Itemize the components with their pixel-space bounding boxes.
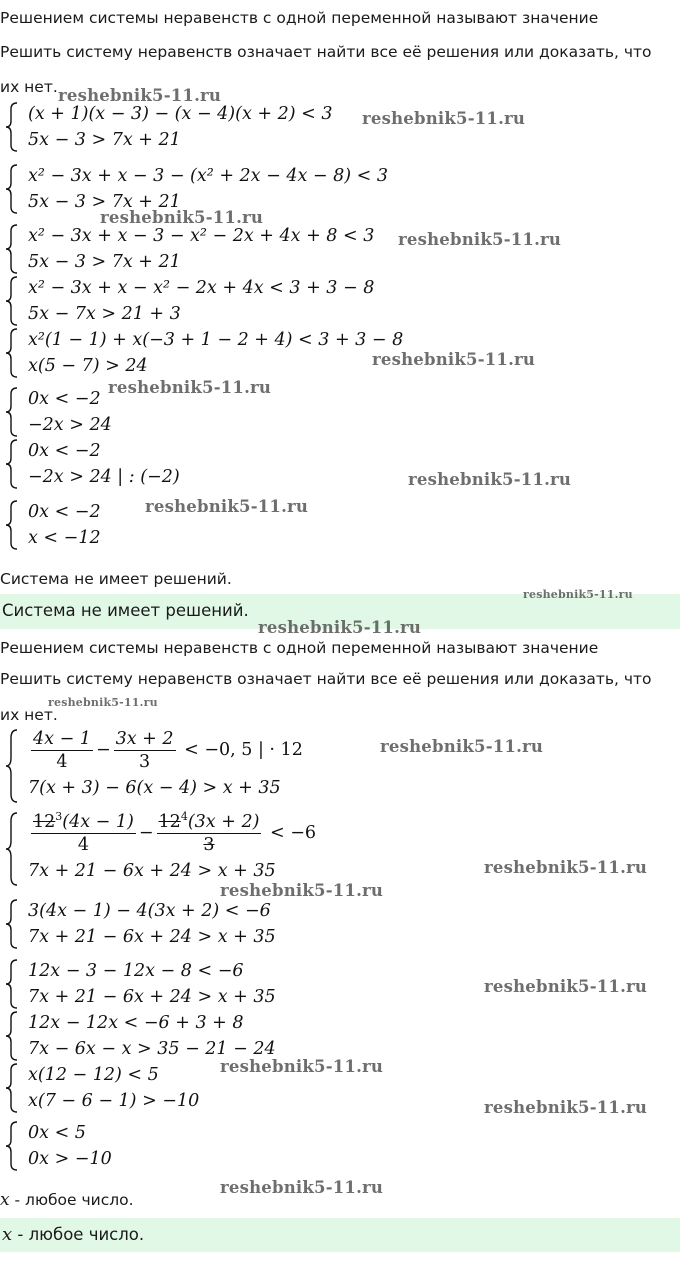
inequality-line: 5x − 3 > 7x + 21 xyxy=(28,252,181,272)
fraction: $\frac{4x - 1}{4}$ xyxy=(33,729,91,772)
watermark: reshebnik5-11.ru xyxy=(48,696,158,709)
inequality-line: x² − 3x + x − x² − 2x + 4x < 3 + 3 − 8 xyxy=(28,278,375,298)
watermark: reshebnik5-11.ru xyxy=(372,350,536,369)
brace-icon xyxy=(4,898,20,950)
watermark: reshebnik5-11.ru xyxy=(484,977,648,996)
brace-icon xyxy=(4,811,20,887)
fraction: $\frac{12^4(3x + 2)}{3}$ xyxy=(158,810,260,855)
inequality-line: $\frac{4x - 1}{4}$ − $\frac{3x + 2}{3}$ < −0, 5 | · 12 xyxy=(33,729,303,772)
inequality-line: 7x − 6x − x > 35 − 21 − 24 xyxy=(28,1039,276,1059)
inequality-line: 5x − 3 > 7x + 21 xyxy=(28,130,181,150)
inequality-line: 7x + 21 − 6x + 24 > x + 35 xyxy=(28,987,276,1007)
inequality-line: $\frac{12^3(4x - 1)}{4}$ − $\frac{12^4(3x + 2)}{3}$ < −6 xyxy=(33,810,317,855)
watermark: reshebnik5-11.ru xyxy=(258,618,422,637)
inequality-line: 7x + 21 − 6x + 24 > x + 35 xyxy=(28,861,276,881)
answer-text: Система не имеет решений. xyxy=(2,601,249,620)
inequality-line: x² − 3x + x − 3 − (x² + 2x − 4x − 8) < 3 xyxy=(28,166,389,186)
inequality-line: 7(x + 3) − 6(x − 4) > x + 35 xyxy=(28,778,281,798)
fraction: $\frac{3x + 2}{3}$ xyxy=(115,729,174,772)
inequality-line: 12x − 12x < −6 + 3 + 8 xyxy=(28,1013,244,1033)
brace-icon xyxy=(4,499,20,551)
inequality-line: 5x − 3 > 7x + 21 xyxy=(28,192,181,212)
watermark: reshebnik5-11.ru xyxy=(484,858,648,877)
watermark: reshebnik5-11.ru xyxy=(58,86,222,105)
brace-icon xyxy=(4,163,20,215)
watermark: reshebnik5-11.ru xyxy=(523,588,633,601)
brace-icon xyxy=(4,223,20,379)
inequality-line: −2x > 24 | : (−2) xyxy=(28,467,180,487)
watermark: reshebnik5-11.ru xyxy=(220,1057,384,1076)
brace-icon xyxy=(4,101,20,153)
inequality-line: x < −12 xyxy=(28,528,101,548)
brace-icon xyxy=(4,728,20,804)
watermark: reshebnik5-11.ru xyxy=(408,470,572,489)
inequality-line: 0x < 5 xyxy=(28,1123,86,1143)
answer-text: x - любое число. xyxy=(2,1224,145,1245)
inequality-line: x² − 3x + x − 3 − x² − 2x + 4x + 8 < 3 xyxy=(28,226,375,246)
watermark: reshebnik5-11.ru xyxy=(145,497,309,516)
watermark: reshebnik5-11.ru xyxy=(100,208,264,227)
fraction: $\frac{12^3(4x - 1)}{4}$ xyxy=(33,810,134,855)
inequality-line: x²(1 − 1) + x(−3 + 1 − 2 + 4) < 3 + 3 − 8 xyxy=(28,330,404,350)
definition-text: Решением системы неравенств с одной переменной называют значение xyxy=(0,9,599,27)
conclusion-text: x - любое число. xyxy=(0,1190,134,1210)
watermark: reshebnik5-11.ru xyxy=(220,881,384,900)
watermark: reshebnik5-11.ru xyxy=(484,1098,648,1117)
inequality-line: 3(4x − 1) − 4(3x + 2) < −6 xyxy=(28,901,271,921)
goal-text-line2: их нет. xyxy=(0,706,58,724)
watermark: reshebnik5-11.ru xyxy=(362,109,526,128)
inequality-line: −2x > 24 xyxy=(28,415,112,435)
inequality-line: 5x − 7x > 21 + 3 xyxy=(28,304,181,324)
inequality-line: 0x < −2 xyxy=(28,441,101,461)
inequality-line: 12x − 3 − 12x − 8 < −6 xyxy=(28,961,244,981)
goal-text-line2: их нет. xyxy=(0,78,58,96)
inequality-line: 7x + 21 − 6x + 24 > x + 35 xyxy=(28,927,276,947)
watermark: reshebnik5-11.ru xyxy=(398,230,562,249)
watermark: reshebnik5-11.ru xyxy=(380,737,544,756)
inequality-line: 0x < −2 xyxy=(28,389,101,409)
brace-icon xyxy=(4,958,20,1114)
brace-icon xyxy=(4,1120,20,1172)
goal-text-line1: Решить систему неравенств означает найти все её решения или доказать, что xyxy=(0,43,652,61)
brace-icon xyxy=(4,386,20,490)
answer-block xyxy=(0,1218,680,1252)
watermark: reshebnik5-11.ru xyxy=(220,1178,384,1197)
inequality-line: 0x > −10 xyxy=(28,1149,112,1169)
conclusion-text: Система не имеет решений. xyxy=(0,570,232,588)
inequality-line: (x + 1)(x − 3) − (x − 4)(x + 2) < 3 xyxy=(28,104,333,124)
definition-text: Решением системы неравенств с одной переменной называют значение xyxy=(0,639,599,657)
inequality-line: 0x < −2 xyxy=(28,502,101,522)
inequality-line: x(12 − 12) < 5 xyxy=(28,1065,159,1085)
watermark: reshebnik5-11.ru xyxy=(108,378,272,397)
inequality-line: x(5 − 7) > 24 xyxy=(28,356,148,376)
goal-text-line1: Решить систему неравенств означает найти все её решения или доказать, что xyxy=(0,670,652,688)
inequality-line: x(7 − 6 − 1) > −10 xyxy=(28,1091,200,1111)
